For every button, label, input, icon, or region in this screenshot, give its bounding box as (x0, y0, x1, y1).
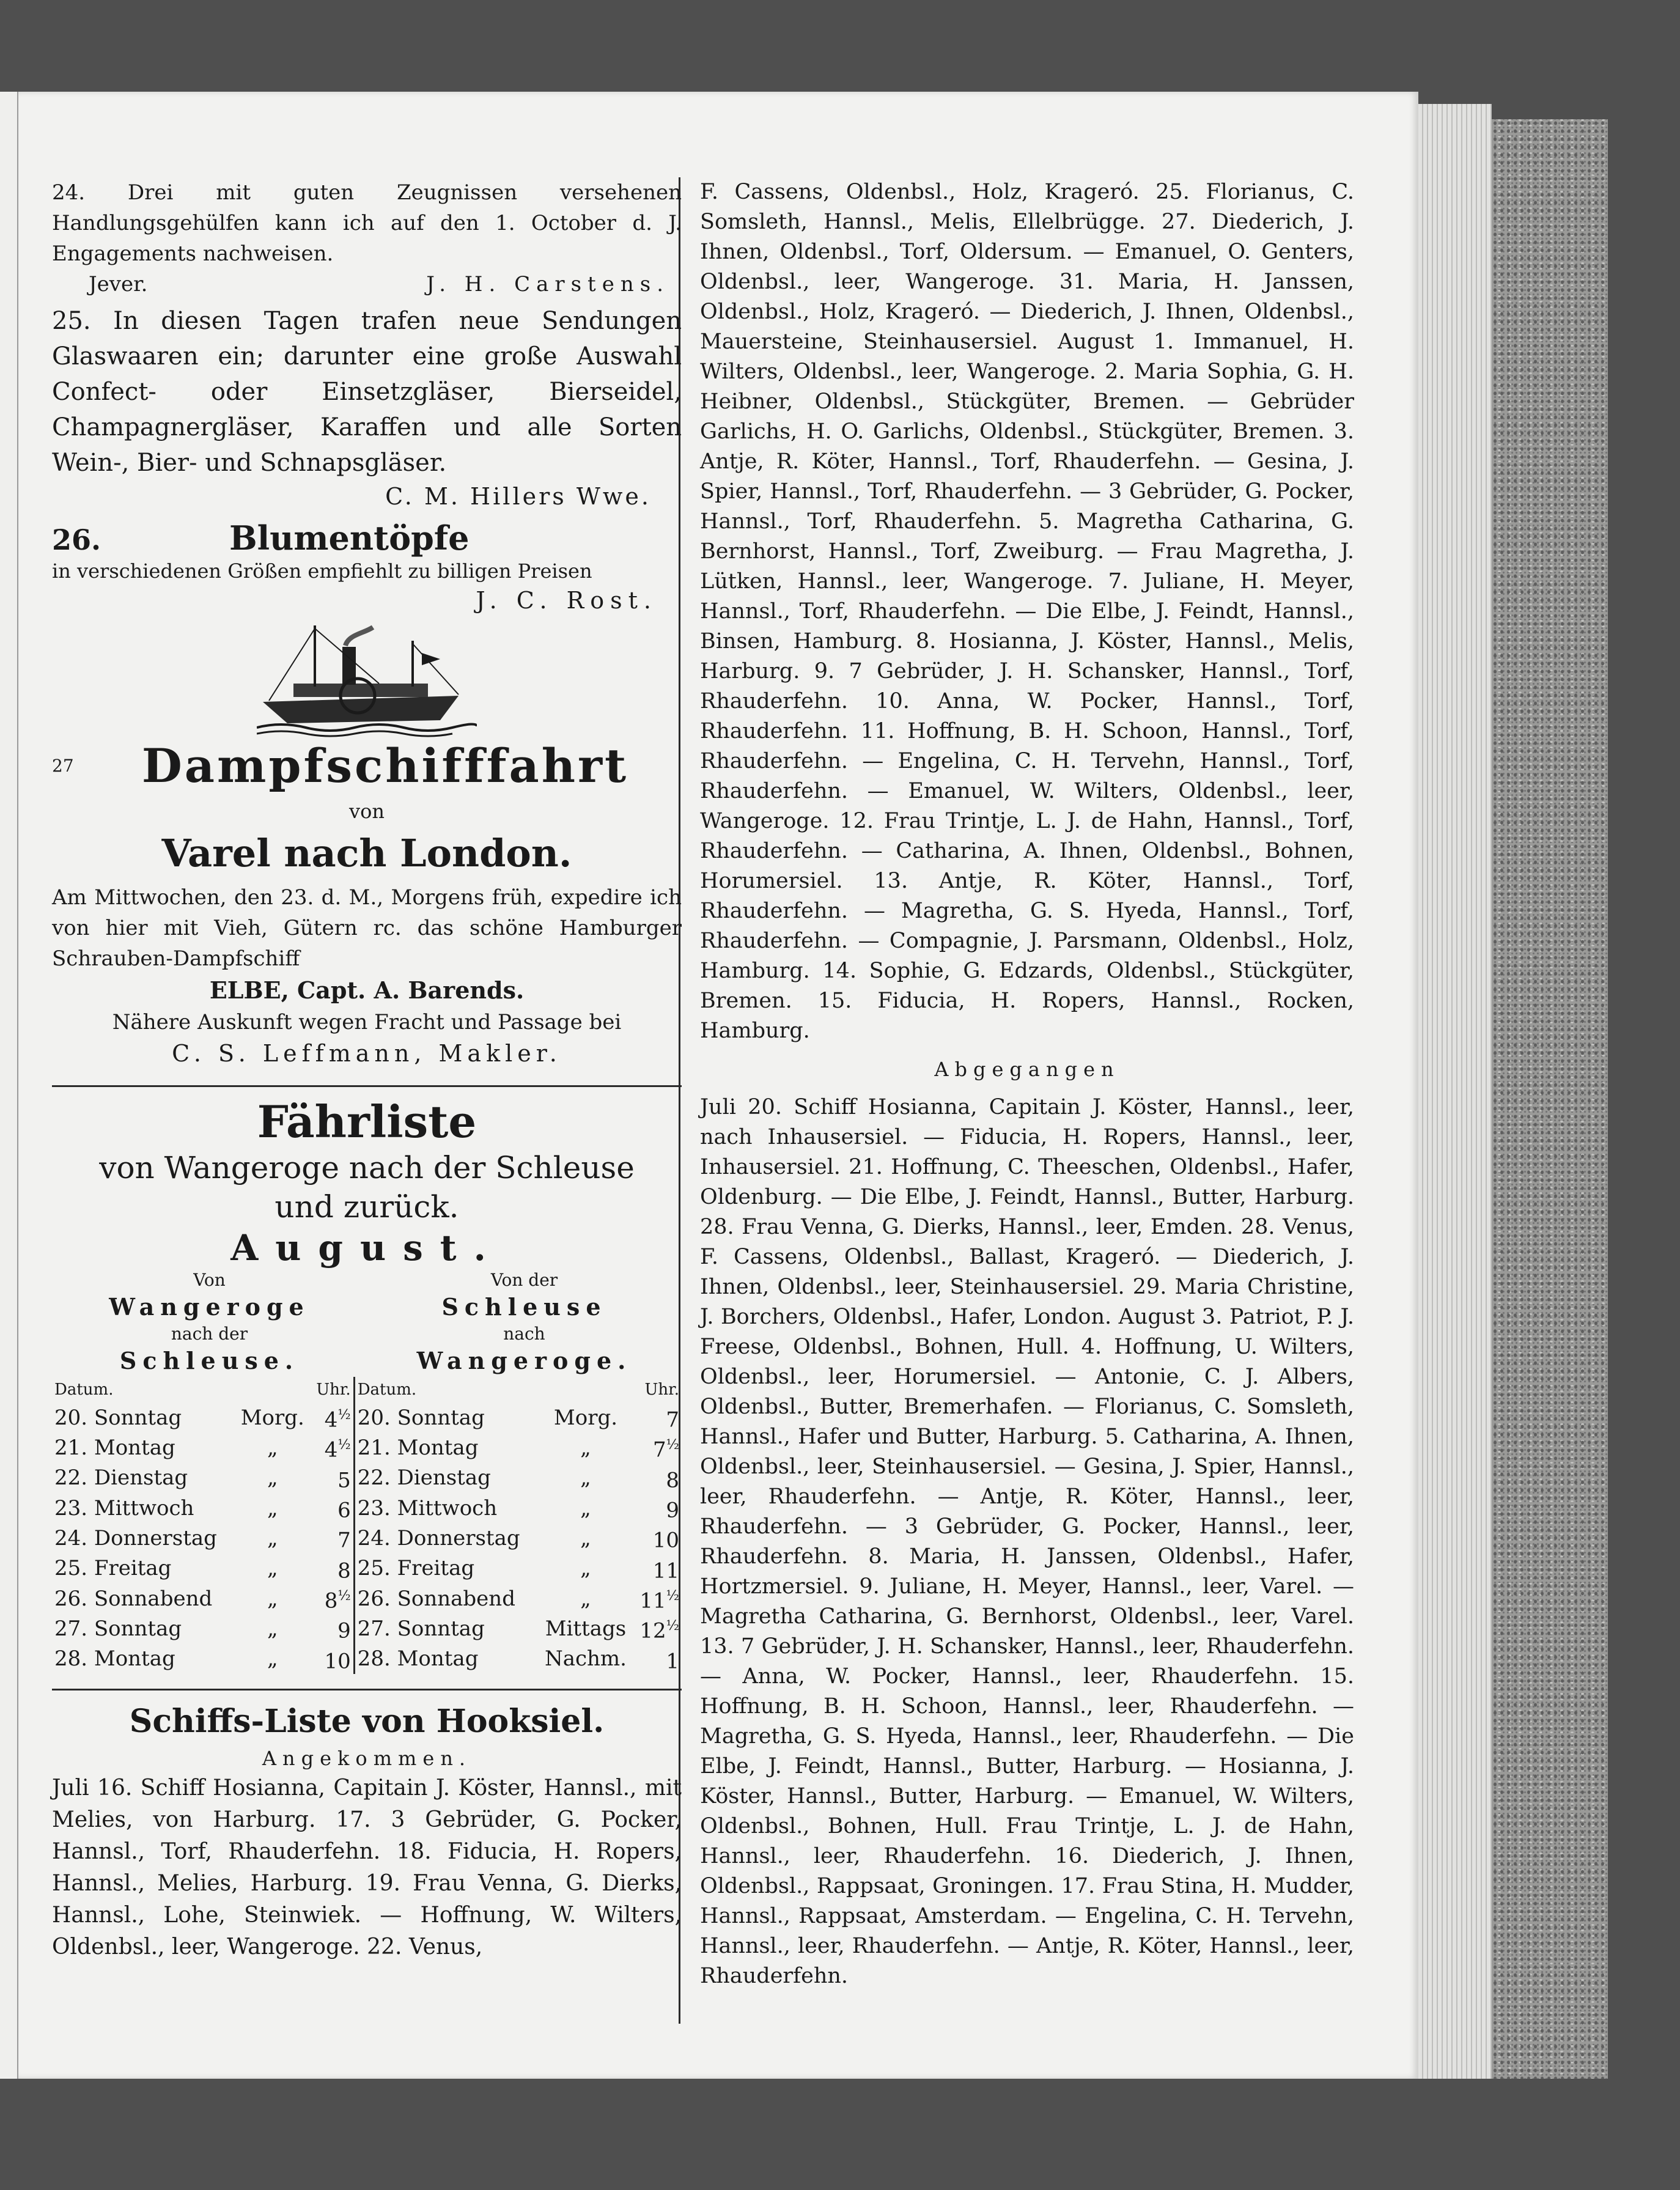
ship-list (52, 1699, 682, 1963)
ferry-row (52, 1463, 682, 1493)
ferry-time-return: $12^{\frac{1}{2}}$ (639, 1618, 679, 1643)
section-rule (52, 1085, 682, 1087)
section-rule-2 (52, 1689, 682, 1690)
departed-heading: Abgegangen (934, 1058, 1120, 1081)
ferry-time: 8 (337, 1558, 351, 1583)
ferry-row (52, 1584, 682, 1613)
newspaper-page (18, 92, 1418, 2079)
ferry-time-fraction: ½ (337, 1588, 351, 1604)
ferry-period: „ (267, 1495, 278, 1521)
ad-24-place: Jever. (89, 272, 148, 297)
ferry-time-fraction: ½ (666, 1588, 679, 1604)
right-column (700, 177, 1354, 1991)
ad-24-text: 24. Drei mit guten Zeugnissen versehenen Handlungsgehülfen kann ich auf den 1. October d. J. Engagements nachweisen. (52, 180, 682, 266)
ferry-period-return: „ (580, 1495, 591, 1521)
ferry-subtitle-1: von Wangeroge nach der Schleuse (99, 1150, 635, 1185)
ferry-col-datum-2: Datum. (354, 1377, 538, 1403)
ad-26-number: 26. (52, 523, 101, 556)
ferry-day-return: 22. Dienstag (354, 1463, 538, 1493)
ferry-day-return: 21. Montag (354, 1432, 538, 1462)
ferry-time: 10 (324, 1648, 351, 1673)
ferry-day-return: 20. Sonntag (354, 1403, 538, 1432)
ferry-right-to: nach (503, 1324, 545, 1344)
ferry-period-return: Mittags (545, 1616, 627, 1641)
ferry-day: 28. Montag (54, 1646, 175, 1672)
previous-page-edge (0, 92, 19, 2079)
shiplist-arrived-text: Juli 16. Schiff Hosianna, Capitain J. Köster, Hannsl., mit Melies, von Harburg. 17. 3 Gebrüder, G. Pocker, Hannsl., Torf, Rhauderfehn. 18. Fiducia, H. Ropers, Hannsl., Melies, Harburg. 19. Frau Venna, G. Dierks, Hannsl., Lohe, Steinwiek. — Hoffnung, W. Wilters, Oldenbsl., leer, Wangeroge. 22. Venus, (52, 1775, 682, 1960)
ferry-period-return: „ (580, 1556, 591, 1581)
ferry-row (52, 1403, 682, 1432)
ferry-col-uhr: Uhr. (316, 1381, 351, 1399)
shiplist-title: Schiffs-Liste von Hooksiel. (129, 1702, 605, 1740)
ad-27-signature: C. S. Leffmann, Makler. (172, 1040, 562, 1067)
ad-25-signature: C. M. Hillers Wwe. (385, 483, 651, 510)
ferry-day-return: 26. Sonnabend (354, 1584, 538, 1613)
marbled-cover (1492, 119, 1608, 2079)
ferry-period-return: „ (580, 1586, 591, 1611)
ferry-time-return: $11^{\frac{1}{2}}$ (639, 1588, 679, 1613)
ad-26 (52, 518, 682, 616)
ferry-subtitle-2: und zurück. (274, 1189, 459, 1225)
ferry-time: $4^{\frac{1}{2}}$ (324, 1407, 351, 1432)
ad-27-ship: ELBE, Capt. A. Barends. (209, 976, 525, 1004)
ad-27-text: Am Mittwochen, den 23. d. M., Morgens früh, expedire ich von hier mit Vieh, Gütern rc. das schöne Hamburger Schrauben-Dampfschiff (52, 885, 682, 971)
ad-25-text: 25. In diesen Tagen trafen neue Sendungen Glaswaaren ein; darunter eine große Auswahl Confect- oder Einsetzgläser, Bierseidel, Champagnergläser, Karaffen und alle Sorten Wein-, Bier- und Schnapsgläser. (52, 307, 682, 477)
ferry-period-return: „ (580, 1435, 591, 1460)
ferry-left-from: Von (193, 1270, 226, 1290)
ad-25 (52, 303, 682, 512)
ferry-period-return: „ (580, 1466, 591, 1491)
ferry-period: „ (267, 1466, 278, 1491)
ferry-schedule (52, 1096, 682, 1674)
ad-27-number: 27 (52, 756, 74, 776)
ferry-time: 5 (337, 1467, 351, 1492)
ferry-period-return: „ (580, 1525, 591, 1550)
ferry-time-fraction: ½ (337, 1437, 351, 1453)
ad-26-signature: J. C. Rost. (476, 587, 657, 614)
ferry-row (52, 1432, 682, 1462)
ferry-time: 7 (337, 1528, 351, 1553)
ferry-day-return: 24. Donnerstag (354, 1523, 538, 1553)
ferry-period-return: Nachm. (544, 1646, 627, 1672)
ferry-day: 25. Freitag (54, 1556, 172, 1581)
ferry-left-place1: Wangeroge (109, 1293, 310, 1321)
arrivals-continued: F. Cassens, Oldenbsl., Holz, Krageró. 25. Florianus, C. Somsleth, Hannsl., Melis, Ellelbrügge. 27. Diederich, J. Ihnen, Oldenbsl., Torf, Oldersum. — Emanuel, O. Genters, Oldenbsl., leer, Wangeroge. 31. Maria, H. Janssen, Oldenbsl., Holz, Krageró. — Diederich, J. Ihnen, Oldenbsl., Mauersteine, Steinhausersiel. August 1. Immanuel, H. Wilters, Oldenbsl., leer, Wangeroge. 2. Maria Sophia, G. H. Heibner, Oldenbsl., Stückgüter, Bremen. — Gebrüder Garlichs, H. O. Garlichs, Oldenbsl., Stückgüter, Bremen. 3. Antje, R. Köter, Hannsl., Torf, Rhauderfehn. — Gesina, J. Spier, Hannsl., Torf, Rhauderfehn. — 3 Gebrüder, G. Pocker, Hannsl., Torf, Rhauderfehn. 5. Magretha Catharina, G. Bernhorst, Hannsl., Torf, Zweiburg. — Frau Magretha, J. Lütken, Hannsl., leer, Wangeroge. 7. Juliane, H. Meyer, Hannsl., Torf, Rhauderfehn. — Die Elbe, J. Feindt, Hannsl., Binsen, Hamburg. 8. Hosianna, J. Köster, Hannsl., Melis, Harburg. 9. 7 Gebrüder, J. H. Schansker, Hannsl., Torf, Rhauderfehn. 10. Anna, W. Pocker, Hannsl., Torf, Rhauderfehn. 11. Hoffnung, B. H. Schoon, Hannsl., Torf, Rhauderfehn. — Engelina, C. H. Tervehn, Hannsl., Torf, Rhauderfehn. — Emanuel, W. Wilters, Oldenbsl., leer, Wangeroge. 12. Frau Trintje, L. J. de Hahn, Hannsl., Torf, Rhauderfehn. — Catharina, A. Ihnen, Oldenbsl., Bohnen, Horumersiel. 13. Antje, R. Köter, Hannsl., Torf, Rhauderfehn. — Magretha, G. S. Hyeda, Hannsl., Torf, Rhauderfehn. — Compagnie, J. Parsmann, Oldenbsl., Holz, Hamburg. 14. Sophie, G. Edzards, Oldenbsl., Stückgüter, Bremen. 15. Fiducia, H. Ropers, Hannsl., Rocken, Hamburg. (700, 180, 1354, 1043)
ferry-time-return: 7 (666, 1407, 679, 1432)
ferry-period: „ (267, 1586, 278, 1611)
ferry-time-return: 11 (652, 1558, 679, 1583)
ferry-row (52, 1523, 682, 1553)
ferry-row (52, 1644, 682, 1674)
ad-27-von: von (349, 800, 385, 823)
ad-24 (52, 177, 682, 300)
ferry-title: Fährliste (257, 1096, 477, 1148)
ferry-time-return: 8 (666, 1467, 679, 1492)
left-column (52, 177, 682, 1963)
ferry-day-return: 27. Sonntag (354, 1613, 538, 1643)
ferry-left-place2: Schleuse. (119, 1347, 300, 1374)
ferry-day: 27. Sonntag (54, 1616, 182, 1641)
ad-24-signature: J. H. Carstens. (426, 272, 669, 297)
ferry-row (52, 1493, 682, 1523)
ferry-right-place1: Schleuse (441, 1293, 607, 1321)
ferry-day-return: 23. Mittwoch (354, 1493, 538, 1523)
ferry-time: 6 (337, 1498, 351, 1523)
ferry-time-fraction: ½ (666, 1437, 679, 1453)
ferry-day: 23. Mittwoch (54, 1495, 194, 1521)
ferry-right-from: Von der (490, 1270, 558, 1290)
ferry-row (52, 1613, 682, 1643)
ferry-period: „ (267, 1646, 278, 1672)
shiplist-arrived: Angekommen. (262, 1746, 472, 1770)
ferry-time-fraction: ½ (337, 1407, 351, 1423)
ferry-table (52, 1377, 682, 1674)
ferry-left-to: nach der (171, 1324, 248, 1344)
ferry-period: Morg. (240, 1405, 304, 1430)
ad-27 (52, 739, 682, 1069)
ferry-time-return: 10 (652, 1528, 679, 1553)
ferry-month: August. (230, 1227, 503, 1269)
ferry-right-place2: Wangeroge. (416, 1347, 632, 1374)
ferry-time: $8^{\frac{1}{2}}$ (324, 1588, 351, 1613)
ferry-time-return: 1 (666, 1648, 679, 1673)
ferry-time-return: 9 (666, 1498, 679, 1523)
departures-text: Juli 20. Schiff Hosianna, Capitain J. Köster, Hannsl., leer, nach Inhausersiel. — Fiducia, H. Ropers, Hannsl., leer, Inhausersiel. 21. Hoffnung, C. Theeschen, Oldenbsl., Hafer, Oldenburg. — Die Elbe, J. Feindt, Hannsl., Butter, Harburg. 28. Frau Venna, G. Dierks, Hannsl., leer, Emden. 28. Venus, F. Cassens, Oldenbsl., Ballast, Krageró. — Diederich, J. Ihnen, Oldenbsl., leer, Steinhausersiel. 29. Maria Christine, J. Borchers, Oldenbsl., Hafer, London. August 3. Patriot, P. J. Freese, Oldenbsl., Bohnen, Hull. 4. Hoffnung, U. Wilters, Oldenbsl., leer, Horumersiel. — Antonie, C. J. Albers, Oldenbsl., Butter, Bremerhafen. — Florianus, C. Somsleth, Hannsl., Hafer und Butter, Harburg. 5. Catharina, A. Ihnen, Oldenbsl., leer, Steinhausersiel. — Gesina, J. Spier, Hannsl., leer, Rhauderfehn. — Antje, R. Köter, Hannsl., leer, Rhauderfehn. — 3 Gebrüder, G. Pocker, Hannsl., leer, Rhauderfehn. 8. Maria, H. Janssen, Oldenbsl., Hafer, Hortzmersiel. 9. Juliane, H. Meyer, Hannsl., leer, Varel. — Magretha Catharina, G. Bernhorst, Oldenbsl., leer, Varel. 13. 7 Gebrüder, J. H. Schansker, Hannsl., leer, Rhauderfehn. — Anna, W. Pocker, Hannsl., leer, Rhauderfehn. 15. Hoffnung, B. H. Schoon, Hannsl., leer, Rhauderfehn. — Magretha, G. S. Hyeda, Hannsl., leer, Rhauderfehn. — Die Elbe, J. Feindt, Hannsl., Butter, Harburg. — Hosianna, J. Köster, Hannsl., Butter, Harburg. — Emanuel, W. Wilters, Oldenbsl., Bohnen, Hull. Frau Trintje, L. J. de Hahn, Hannsl., leer, Rhauderfehn. 16. Diederich, J. Ihnen, Oldenbsl., Rappsaat, Groningen. 17. Frau Stina, H. Mudder, Hannsl., Rappsaat, Amsterdam. — Engelina, C. H. Tervehn, Hannsl., leer, Rhauderfehn. — Antje, R. Köter, Hannsl., leer, Rhauderfehn. (700, 1095, 1354, 1988)
ferry-day-return: 25. Freitag (354, 1554, 538, 1584)
ad-27-route: Varel nach London. (161, 831, 572, 876)
ferry-period: „ (267, 1525, 278, 1550)
ferry-col-uhr-2: Uhr. (644, 1381, 679, 1399)
ferry-row (52, 1554, 682, 1584)
ferry-period: „ (267, 1435, 278, 1460)
ferry-time: 9 (337, 1618, 351, 1643)
ferry-period: „ (267, 1616, 278, 1641)
ad-26-title: Blumentöpfe (229, 518, 470, 558)
ferry-time-return: $7^{\frac{1}{2}}$ (653, 1437, 679, 1462)
ferry-period-return: Morg. (553, 1405, 618, 1430)
page-stack-edge (1418, 104, 1492, 2079)
ferry-day: 20. Sonntag (54, 1405, 182, 1430)
ad-27-info: Nähere Auskunft wegen Fracht und Passage bei (112, 1010, 622, 1034)
steamship-illustration (257, 622, 477, 739)
ferry-day: 22. Dienstag (54, 1466, 188, 1491)
ferry-day: 26. Sonnabend (54, 1586, 213, 1611)
ferry-col-datum: Datum. (54, 1381, 114, 1399)
ad-27-title: Dampfschifffahrt (141, 739, 629, 793)
ferry-period: „ (267, 1556, 278, 1581)
ferry-day-return: 28. Montag (354, 1644, 538, 1674)
ferry-time: $4^{\frac{1}{2}}$ (324, 1437, 351, 1462)
ferry-time-fraction: ½ (666, 1618, 679, 1634)
ad-26-text: in verschiedenen Größen empfiehlt zu billigen Preisen (52, 559, 592, 583)
ferry-day: 21. Montag (54, 1435, 175, 1460)
ferry-day: 24. Donnerstag (54, 1525, 217, 1550)
